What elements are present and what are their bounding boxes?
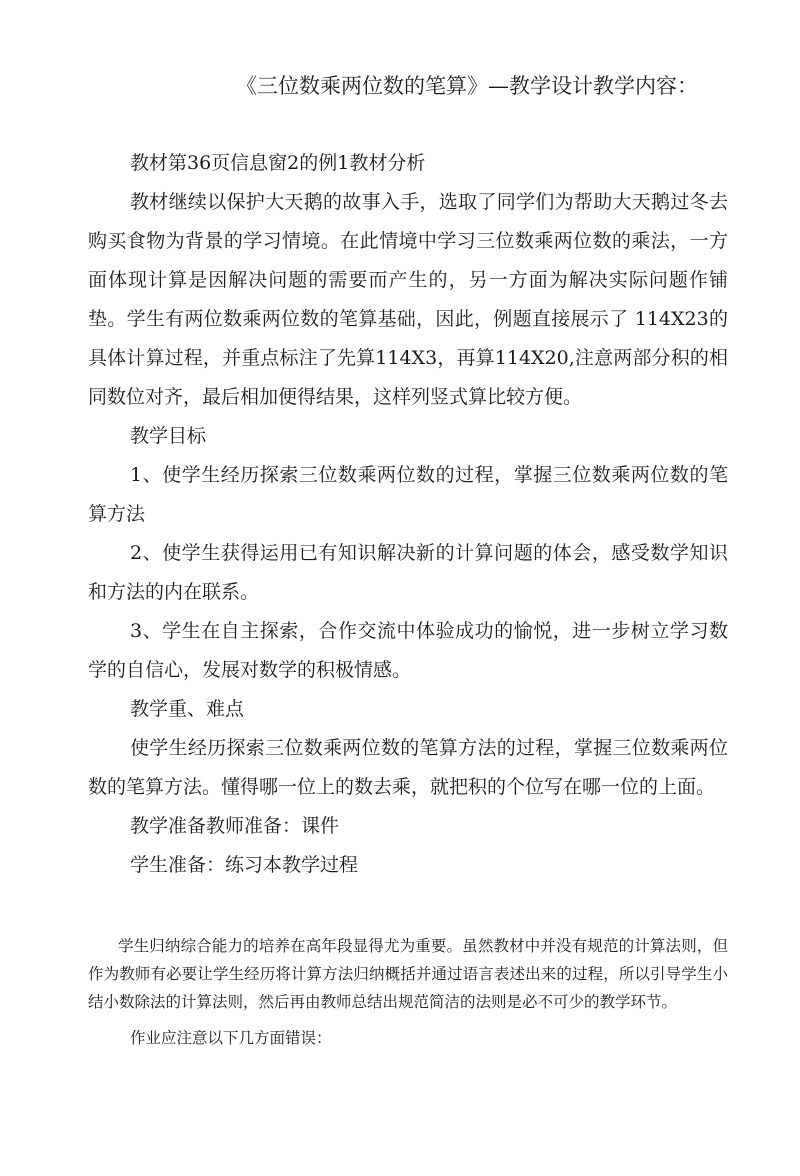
student-preparation: 学生准备：练习本教学过程 bbox=[130, 854, 359, 876]
homework-note: 作业应注意以下几方面错误： bbox=[130, 1029, 332, 1047]
content-block bbox=[88, 144, 728, 885]
key-points-paragraph: 使学生经历探索三位数乘两位数的笔算方法的过程，掌握三位数乘两位数的笔算方法。懂得哪一位上的数去乘，就把积的个位写在哪一位的上面。 bbox=[88, 737, 728, 798]
note-block bbox=[88, 932, 728, 1052]
teacher-preparation: 教学准备教师准备：课件 bbox=[130, 815, 340, 837]
analysis-paragraph: 教材继续以保护大天鹅的故事入手，选取了同学们为帮助大天鹅过冬去购买食物为背景的学习情境。在此情境中学习三位数乘两位数的乘法，一方面体现计算是因解决问题的需要而产生的，另一方面为解决实际问题作铺垫。学生有两位数乘两位数的笔算基础，因此，例题直接展示了 114X23的具体计算过程，并重点标注了先算114X3，再算114X20,注意两部分积的相同数位对齐，最后相加便得结果，这样列竖式算比较方便。 bbox=[88, 191, 728, 408]
goals-heading: 教学目标 bbox=[130, 425, 207, 447]
key-points-heading: 教学重、难点 bbox=[130, 698, 245, 720]
goal-2: 2、使学生获得运用已有知识解决新的计算问题的体会，感受数学知识和方法的内在联系。 bbox=[88, 542, 728, 603]
summary-note-paragraph: 学生归纳综合能力的培养在高年段显得尤为重要。虽然教材中并没有规范的计算法则，但作为教师有必要让学生经历将计算方法归纳概括并通过语言表述出来的过程，所以引导学生小结小数除法的计算法则，然后再由教师总结出规范简洁的法则是必不可少的教学环节。 bbox=[88, 937, 728, 1011]
document-title: 《三位数乘两位数的笔算》—教学设计教学内容： bbox=[236, 74, 698, 98]
goal-3: 3、学生在自主探索，合作交流中体验成功的愉悦，进一步树立学习数学的自信心，发展对数学的积极情感。 bbox=[88, 620, 728, 681]
goal-1: 1、使学生经历探索三位数乘两位数的过程，掌握三位数乘两位数的笔算方法 bbox=[88, 464, 728, 525]
teaching-content-line: 教材第36页信息窗2的例1教材分析 bbox=[130, 152, 426, 174]
